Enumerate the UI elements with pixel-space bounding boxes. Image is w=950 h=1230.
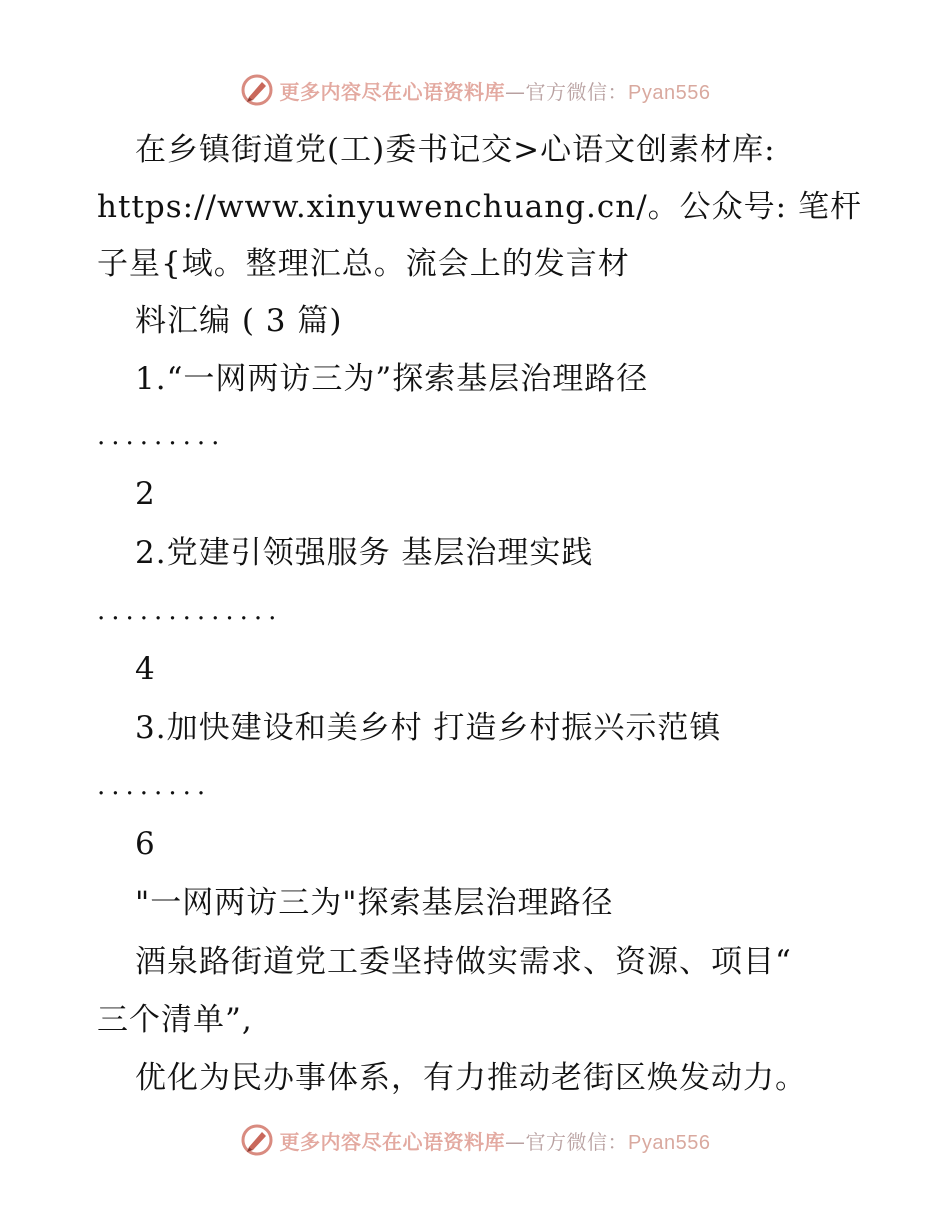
pen-logo-icon bbox=[240, 73, 274, 107]
toc-item-2-title: 2.党建引领强服务 基层治理实践 bbox=[135, 535, 594, 571]
pen-logo-icon bbox=[240, 1123, 274, 1157]
watermark-text: 更多内容尽在心语资料库—官方微信：Pyan556 bbox=[279, 79, 711, 104]
intro-line-1: 在乡镇街道党(工)委书记交>心语文创素材库: bbox=[135, 132, 776, 168]
toc-item-3-page: 6 bbox=[135, 826, 156, 862]
toc-item-2-page: 4 bbox=[135, 651, 156, 687]
paragraph-line-2: 三个清单”, bbox=[97, 1002, 253, 1038]
paragraph-line-3: 优化为民办事体系，有力推动老街区焕发动力。 bbox=[135, 1060, 807, 1096]
toc-item-2-leader: ............. bbox=[97, 596, 283, 626]
article-title: "一网两访三为"探索基层治理路径 bbox=[135, 885, 614, 921]
paragraph-line-1: 酒泉路街道党工委坚持做实需求、资源、项目“ bbox=[135, 944, 792, 980]
toc-item-3-leader: ........ bbox=[97, 771, 212, 801]
toc-item-3-title: 3.加快建设和美乡村 打造乡村振兴示范镇 bbox=[135, 710, 722, 746]
intro-line-2: https://www.xinyuwenchuang.cn/。公众号: 笔杆 bbox=[97, 189, 862, 225]
toc-item-1-leader: ......... bbox=[97, 421, 226, 451]
header-watermark bbox=[0, 70, 950, 110]
toc-item-1-page: 2 bbox=[135, 476, 156, 512]
intro-line-4: 料汇编 ( 3 篇) bbox=[135, 303, 343, 339]
intro-line-3: 子星{域。整理汇总。流会上的发言材 bbox=[97, 246, 630, 282]
toc-item-1-title: 1.“一网两访三为”探索基层治理路径 bbox=[135, 361, 649, 397]
footer-watermark bbox=[0, 1120, 950, 1160]
watermark-text: 更多内容尽在心语资料库—官方微信：Pyan556 bbox=[279, 1129, 711, 1154]
